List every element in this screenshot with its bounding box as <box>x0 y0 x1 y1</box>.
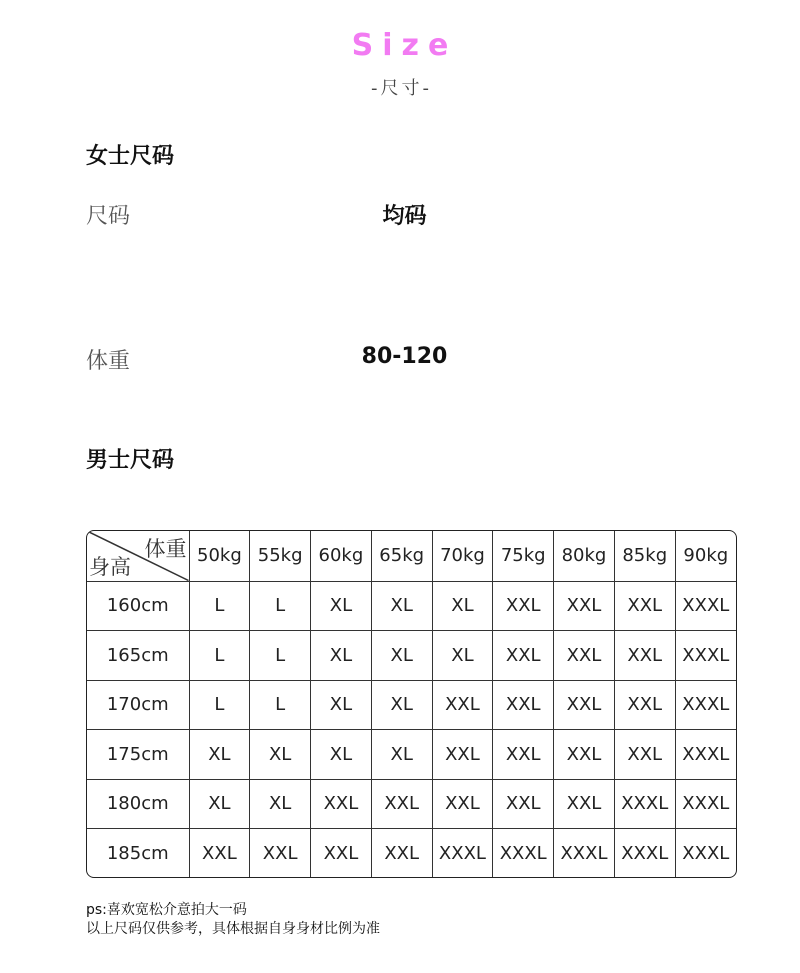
size-cell: XL <box>189 779 250 829</box>
women-weight-value: 80-120 <box>361 344 448 369</box>
size-cell: XXXL <box>675 631 736 681</box>
height-row-label: 170cm <box>87 680 189 730</box>
size-cell: XXL <box>614 631 675 681</box>
size-cell: XXL <box>614 581 675 631</box>
size-cell: XXL <box>432 730 493 780</box>
weight-column-header: 75kg <box>493 531 554 581</box>
size-cell: XL <box>311 581 372 631</box>
size-cell: XXL <box>554 581 615 631</box>
page-subtitle: -尺寸- <box>371 78 432 99</box>
corner-height-label: 身高 <box>89 554 131 579</box>
size-cell: L <box>189 680 250 730</box>
size-cell: XXL <box>432 779 493 829</box>
size-cell: XXL <box>614 680 675 730</box>
size-cell: XXXL <box>675 779 736 829</box>
size-cell: XXL <box>189 829 250 877</box>
size-cell: XL <box>189 730 250 780</box>
height-row-label: 165cm <box>87 631 189 681</box>
women-size-value: 均码 <box>382 204 427 229</box>
weight-column-header: 55kg <box>250 531 311 581</box>
size-cell: XXXL <box>675 581 736 631</box>
women-section-heading: 女士尺码 <box>86 144 175 169</box>
women-size-label: 尺码 <box>86 204 131 229</box>
weight-column-header: 60kg <box>311 531 372 581</box>
size-cell: XL <box>311 680 372 730</box>
weight-column-header: 65kg <box>371 531 432 581</box>
size-cell: XXL <box>493 631 554 681</box>
size-cell: XL <box>432 581 493 631</box>
size-cell: XXXL <box>675 730 736 780</box>
weight-column-header: 80kg <box>554 531 615 581</box>
size-cell: XXL <box>554 680 615 730</box>
size-cell: L <box>189 631 250 681</box>
size-cell: XXL <box>493 581 554 631</box>
size-cell: XL <box>250 730 311 780</box>
height-row-label: 160cm <box>87 581 189 631</box>
size-cell: XXL <box>493 680 554 730</box>
weight-column-header: 90kg <box>675 531 736 581</box>
size-cell: XXXL <box>614 779 675 829</box>
size-cell: XXXL <box>432 829 493 877</box>
size-cell: XXL <box>493 730 554 780</box>
table-row <box>87 680 736 730</box>
table-row <box>87 779 736 829</box>
size-cell: L <box>250 680 311 730</box>
note-line-1: ps:喜欢宽松介意拍大一码 <box>86 902 247 918</box>
size-cell: XXL <box>371 829 432 877</box>
table-body <box>87 581 736 877</box>
size-cell: XL <box>250 779 311 829</box>
note-line-2: 以上尺码仅供参考，具体根据自身身材比例为准 <box>86 921 380 937</box>
size-cell: XXL <box>554 631 615 681</box>
size-cell: XL <box>432 631 493 681</box>
weight-column-header: 70kg <box>432 531 493 581</box>
size-cell: L <box>250 631 311 681</box>
weight-column-header: 50kg <box>189 531 250 581</box>
size-cell: XXXL <box>554 829 615 877</box>
size-cell: XL <box>371 680 432 730</box>
height-row-label: 185cm <box>87 829 189 877</box>
size-cell: XXL <box>432 680 493 730</box>
women-weight-label: 体重 <box>86 349 131 374</box>
men-size-table <box>87 531 736 877</box>
size-cell: XXL <box>311 779 372 829</box>
size-cell: XXL <box>554 730 615 780</box>
size-cell: XXL <box>371 779 432 829</box>
height-row-label: 175cm <box>87 730 189 780</box>
size-cell: XL <box>371 631 432 681</box>
size-cell: XL <box>371 581 432 631</box>
size-cell: XXL <box>250 829 311 877</box>
page-title: Size <box>351 28 458 63</box>
table-row <box>87 581 736 631</box>
size-cell: XXL <box>554 779 615 829</box>
size-cell: XXXL <box>493 829 554 877</box>
weight-column-header: 85kg <box>614 531 675 581</box>
size-cell: XXXL <box>675 829 736 877</box>
size-cell: L <box>189 581 250 631</box>
size-cell: XXL <box>311 829 372 877</box>
size-cell: XXL <box>614 730 675 780</box>
corner-weight-label: 体重 <box>144 537 187 561</box>
size-cell: XXXL <box>675 680 736 730</box>
table-row <box>87 631 736 681</box>
height-row-label: 180cm <box>87 779 189 829</box>
size-cell: XL <box>311 730 372 780</box>
men-size-table-frame <box>86 530 737 878</box>
size-cell: XL <box>311 631 372 681</box>
men-section-heading: 男士尺码 <box>86 448 175 473</box>
size-cell: XXXL <box>614 829 675 877</box>
table-row <box>87 829 736 877</box>
table-row <box>87 730 736 780</box>
size-cell: L <box>250 581 311 631</box>
table-corner-cell <box>87 531 189 581</box>
size-cell: XL <box>371 730 432 780</box>
table-header-row <box>87 531 736 581</box>
size-cell: XXL <box>493 779 554 829</box>
